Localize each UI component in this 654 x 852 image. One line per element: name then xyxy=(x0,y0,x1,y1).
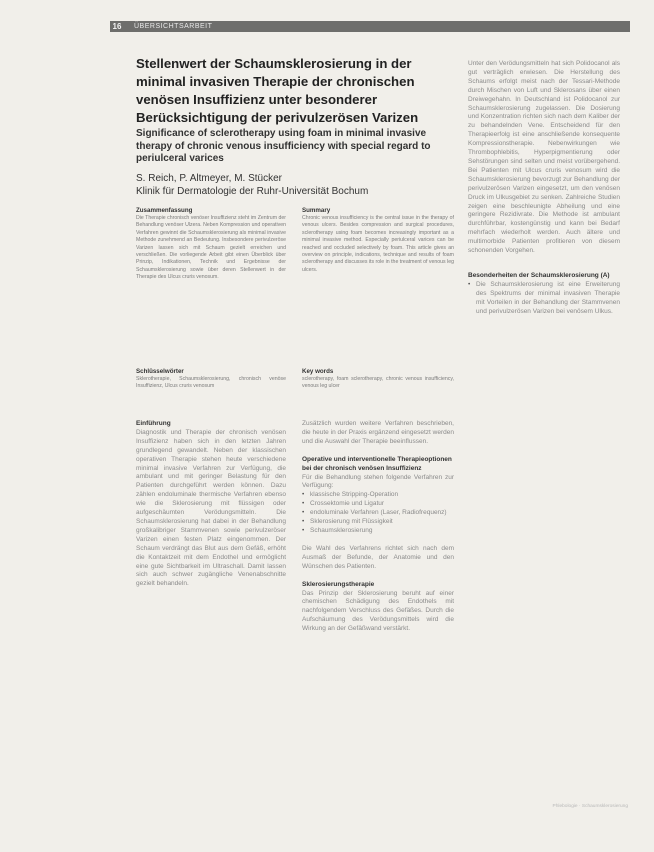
keywords-english xyxy=(302,368,454,391)
therapy-options-intro: Für die Behandlung stehen folgende Verfahren zur Verfügung: xyxy=(302,473,454,490)
article-subtitle: Significance of sclerotherapy using foam in minimal invasive therapy of chronic venous insufficiency with special regard to periulceral varices xyxy=(136,128,431,165)
column-2-text-mid: Die Wahl des Verfahrens richtet sich nach dem Ausmaß der Befunde, der Anatomie und den Wünschen des Patienten. xyxy=(302,544,454,570)
section-heading-foam-features: Besonderheiten der Schaumsklerosierung (A) xyxy=(468,271,610,279)
list-item: • endoluminale Verfahren (Laser, Radiofrequenz) xyxy=(302,509,454,518)
sclerotherapy-text: Das Prinzip der Sklerosierung beruht auf einer chemischen Schädigung des Endothels mit nachfolgendem Verschluss des Gefäßes. Durch die Aufschäumung des Verödungsmittels wird die Wirkung an der Gefäßwand verstärkt. xyxy=(302,589,454,633)
list-item: • klassische Stripping-Operation xyxy=(302,491,454,500)
section-heading-therapy-options: Operative und interventionelle Therapieoptionen bei der chronisch venösen Insuffizienz xyxy=(302,455,452,472)
therapy-options-list xyxy=(302,491,454,536)
list-item: • Die Schaumsklerosierung ist eine Erweiterung des Spektrums der minimal invasiven Therapie mit Vorteilen in der Behandlung der Stammvenen und perivulzerösen Varizen bei venösem Ulkus. xyxy=(468,281,620,317)
abstract-english-heading: Summary xyxy=(302,207,331,214)
authors: S. Reich, P. Altmeyer, M. Stücker xyxy=(136,173,282,184)
keywords-english-heading: Key words xyxy=(302,368,334,375)
keywords-english-text: sclerotherapy, foam sclerotherapy, chronic venous insufficiency, venous leg ulcer xyxy=(302,376,454,390)
list-item: • Crossektomie und Ligatur xyxy=(302,500,454,509)
article-title: Stellenwert der Schaumsklerosierung in der minimal invasiven Therapie der chronischen venösen Insuffizienz unter besonderer Berücksichtigung der perivulzerösen Varizen xyxy=(136,56,419,125)
column-3-text: Unter den Verödungsmitteln hat sich Polidocanol als gut verträglich erwiesen. Die Herstellung des Schaums erfolgt meist nach der Tessari-Methode durch Mischen von Luft und Sklerosans über einen Dreiwegehahn. In Deutschland ist Polidocanol zur Schaumsklerosierung zugelassen. Die Dosierung und Konzentration richten sich nach dem Kaliber der zu behandelnden Vene. Entscheidend für den Therapieerfolg ist eine anschließende konsequente Kompressionstherapie. Nebenwirkungen wie Thrombophlebitis, Hyperpigmentierung oder Sehstörungen sind selten und meist vorübergehend. Bei Patienten mit Ulcus cruris venosum wird die Schaumsklerosierung bevorzugt zur Behandlung der perivulzerösen Varizen eingesetzt, um den venösen Druck im Ulkusgebiet zu senken. Zahlreiche Studien zeigen eine beschleunigte Abheilung und eine geringere Rezidivrate. Die Methode ist ambulant durchführbar, kostengünstig und kann bei Bedarf mehrfach wiederholt werden. Auch ältere und multimorbide Patienten profitieren von diesem schonenden Vorgehen. xyxy=(468,60,620,255)
body-column-1 xyxy=(136,420,286,589)
section-label: ÜBERSICHTSARBEIT xyxy=(134,23,213,30)
list-item: • Schaumsklerosierung xyxy=(302,527,454,536)
section-heading-introduction: Einführung xyxy=(136,420,171,427)
keywords-german-text: Sklerotherapie, Schaumsklerosierung, chronisch venöse Insuffizienz, Ulcus cruris venosum xyxy=(136,376,286,390)
keywords-german-heading: Schlüsselwörter xyxy=(136,368,184,375)
header-band xyxy=(110,21,630,32)
page-number: 16 xyxy=(112,22,122,31)
body-column-2 xyxy=(302,420,454,634)
abstract-english xyxy=(302,207,454,274)
introduction-text: Diagnostik und Therapie der chronisch venösen Insuffizienz haben sich in den letzten Jahren grundlegend gewandelt. Neben der klassischen operativen Therapie stehen heute verschiedene minimal invasive Verfahren zur Verfügung, die ambulant und mit geringer Belastung für den Patienten durchgeführt werden können. Dazu zählen endoluminale thermische Verfahren ebenso wie die Sklerosierung mit flüssigen oder aufgeschäumten Verödungsmitteln. Die Schaumsklerosierung hat dabei in der Behandlung großkalibriger Stammvenen sowie perivulzeröser Varizen einen festen Platz eingenommen. Der Schaum verdrängt das Blut aus dem Gefäß, erhöht die Kontaktzeit mit dem Endothel und ermöglicht eine gute Sichtbarkeit im Ultraschall. Damit lassen sich auch schwer zugängliche Venenabschnitte gezielt behandeln. xyxy=(136,428,286,588)
abstract-german xyxy=(136,207,286,282)
column-2-text-top: Zusätzlich wurden weitere Verfahren beschrieben, die heute in der Praxis ergänzend eingesetzt werden und die Auswahl der Therapie beeinflussen. xyxy=(302,420,454,445)
list-item: • Sklerosierung mit Flüssigkeit xyxy=(302,518,454,527)
abstract-english-text: Chronic venous insufficiency is the central issue in the therapy of venous ulcers. Besides compression and surgical procedures, sclerotherapy using foam becomes increasingly important as a minimal invasive method. Especially periulceral varices can be reached and occluded selectively by foam. This article gives an overview on principle, indications, technique and results of foam sclerotherapy and discusses its role in the treatment of venous leg ulcers. xyxy=(302,215,454,273)
body-column-3 xyxy=(468,60,620,316)
keywords-german xyxy=(136,368,286,391)
page-footer: Phlebologie · Schaumsklerosierung xyxy=(552,804,628,809)
abstract-german-heading: Zusammenfassung xyxy=(136,207,193,214)
author-block xyxy=(136,172,461,198)
section-heading-sclerotherapy: Sklerosierungstherapie xyxy=(302,580,375,588)
affiliation: Klinik für Dermatologie der Ruhr-Universität Bochum xyxy=(136,186,369,197)
abstract-german-text: Die Therapie chronisch venöser Insuffizienz steht im Zentrum der Behandlung venöser Ulzera. Neben Kompression und operativen Verfahren gewinnt die Schaumsklerosierung als minimal invasive Methode zunehmend an Bedeutung. Insbesondere perivulzeröse Varizen lassen sich mit Schaum gezielt erreichen und verschließen. Die vorliegende Arbeit gibt einen Überblick über Prinzip, Indikationen, Technik und Ergebnisse der Schaumsklerosierung sowie über deren Stellenwert in der Therapie des Ulcus cruris venosum. xyxy=(136,215,286,281)
foam-features-list xyxy=(468,281,620,317)
